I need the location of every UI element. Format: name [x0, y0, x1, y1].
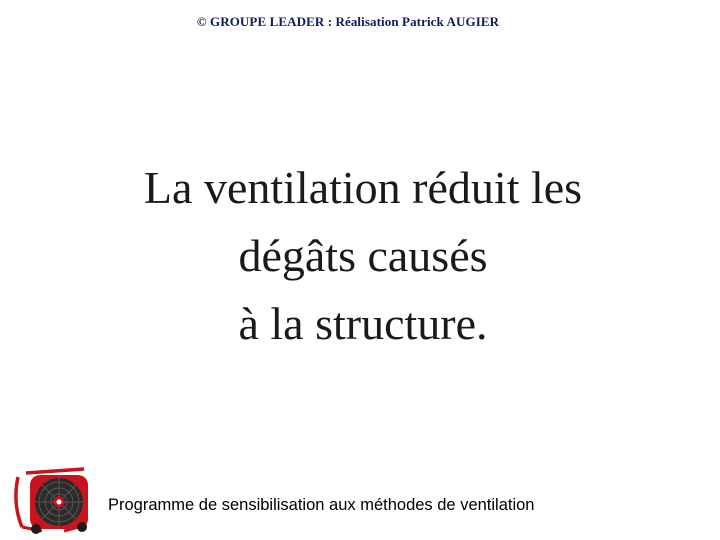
title-line-1: La ventilation réduit les: [143, 162, 583, 213]
program-footer: Programme de sensibilisation aux méthodes de ventilation: [108, 496, 535, 514]
title-line-3: à la structure.: [238, 298, 488, 349]
copyright-header: © GROUPE LEADER : Réalisation Patrick AUGIER: [196, 14, 500, 29]
ventilation-fan-icon: [12, 465, 98, 535]
title-line-2: dégâts causés: [238, 230, 488, 281]
slide-title: [0, 154, 720, 358]
